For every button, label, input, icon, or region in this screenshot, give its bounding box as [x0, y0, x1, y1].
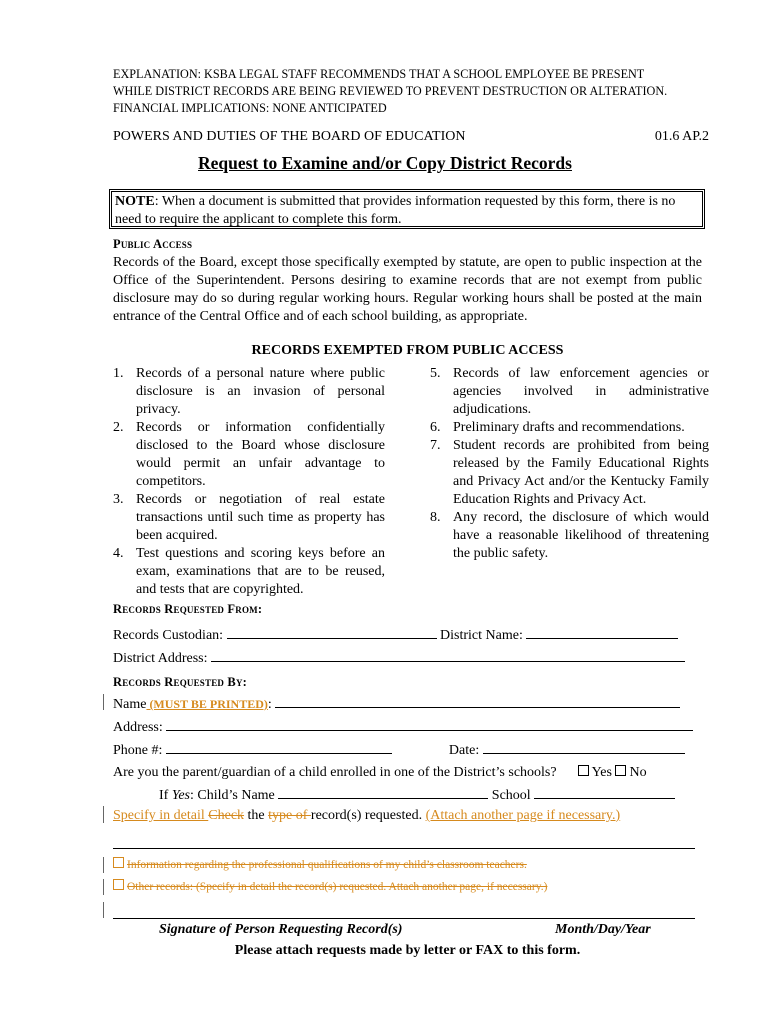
policy-section: POWERS AND DUTIES OF THE BOARD OF EDUCATION — [113, 129, 466, 144]
list-item: 4. Test questions and scoring keys before an exam, examinations that are to be reused, and tests that are copyrighted. — [113, 546, 385, 597]
requested-from-heading: Records Requested From: — [113, 602, 263, 616]
custodian-field[interactable] — [227, 624, 437, 639]
signature-date-label: Month/Day/Year — [555, 922, 651, 937]
option-2-text: Other records: (Specify in detail the record(s) requested. Attach another page, if necessary.) — [127, 881, 548, 893]
revision-bar — [103, 694, 104, 710]
exempt-list-right — [430, 365, 709, 563]
school-field[interactable] — [534, 784, 675, 799]
name-colon: : — [267, 697, 272, 712]
exempt-list-left — [113, 365, 385, 599]
explanation-block — [113, 66, 713, 117]
date-field[interactable] — [483, 739, 685, 754]
specify-records: record(s) requested. — [310, 808, 426, 823]
note-label: NOTE — [115, 194, 155, 209]
must-print-note: (MUST BE PRINTED) — [146, 697, 268, 711]
list-item: 8. Any record, the disclosure of which would have a reasonable likelihood of threatening the public safety. — [430, 510, 709, 561]
phone-label: Phone #: — [113, 743, 163, 758]
public-access-text: Records of the Board, except those specifically exempted by statute, are open to public inspection at the Office of the Superintendent. Persons desiring to examine records that are not exempt from public disclosure may do so during regular working hours. Regular working hours shall be posted at the main entrance of the Central Office and of each school building, as appropriate. — [113, 255, 702, 324]
list-item: 1. Records of a personal nature where public disclosure is an invasion of personal privacy. — [113, 366, 385, 417]
list-item: 2. Records or information confidentially disclosed to the Board whose disclosure would permit an unfair advantage to competitors. — [113, 420, 385, 489]
parent-question: Are you the parent/guardian of a child enrolled in one of the District’s schools? — [113, 765, 557, 780]
if-yes-italic: Yes — [171, 788, 190, 803]
revision-bar — [103, 879, 104, 895]
signature-label: Signature of Person Requesting Record(s) — [159, 922, 403, 937]
option-2-checkbox — [113, 879, 124, 890]
child-name-field[interactable] — [278, 784, 488, 799]
check-deleted: Check — [208, 808, 245, 823]
struck-option-2 — [113, 879, 547, 893]
specify-line — [113, 805, 713, 827]
list-item: 3. Records or negotiation of real estate transactions until such time as property has been acquired. — [113, 492, 385, 543]
requested-by-fields — [113, 693, 723, 807]
struck-option-1 — [113, 857, 527, 871]
child-name-label: : Child’s Name — [190, 788, 275, 803]
district-name-label: District Name: — [440, 628, 523, 643]
yes-label: Yes — [591, 765, 612, 780]
district-address-label: District Address: — [113, 651, 208, 666]
explanation-line-3: FINANCIAL IMPLICATIONS: NONE ANTICIPATED — [113, 101, 387, 115]
list-item: 5. Records of law enforcement agencies or agencies involved in administrative adjudications. — [430, 366, 709, 417]
attach-inserted: (Attach another page if necessary.) — [425, 808, 621, 823]
policy-header — [113, 129, 709, 145]
address-label: Address: — [113, 720, 163, 735]
yes-checkbox[interactable] — [578, 765, 589, 776]
district-address-field[interactable] — [211, 647, 685, 662]
no-checkbox[interactable] — [615, 765, 626, 776]
type-of-deleted: type of — [268, 808, 311, 823]
revision-bar — [103, 902, 104, 918]
name-field[interactable] — [275, 693, 680, 708]
requested-by-heading: Records Requested By: — [113, 675, 248, 689]
phone-field[interactable] — [166, 739, 392, 754]
school-label: School — [491, 788, 531, 803]
district-name-field[interactable] — [526, 624, 678, 639]
no-label: No — [629, 765, 647, 780]
revision-bar — [103, 806, 104, 823]
specify-the: the — [244, 808, 269, 823]
custodian-label: Records Custodian: — [113, 628, 224, 643]
page-title: Request to Examine and/or Copy District Records — [198, 153, 572, 173]
revision-bar — [103, 857, 104, 873]
specify-inserted: Specify in detail — [113, 808, 209, 823]
explanation-line-2: WHILE DISTRICT RECORDS ARE BEING REVIEWED TO PREVENT DESTRUCTION OR ALTERATION. — [113, 84, 668, 98]
specify-answer-line[interactable] — [113, 848, 695, 849]
list-item: 7. Student records are prohibited from being released by the Family Educational Rights and Privacy Act and/or the Kentucky Family Education Rights and Privacy Act. — [430, 438, 709, 507]
public-access-heading: Public Access — [113, 237, 193, 251]
exempt-heading: RECORDS EXEMPTED FROM PUBLIC ACCESS — [251, 343, 564, 358]
signature-line[interactable] — [113, 918, 695, 919]
footer-instruction: Please attach requests made by letter or FAX to this form. — [234, 943, 581, 958]
policy-code: 01.6 AP.2 — [654, 129, 709, 144]
note-text: : When a document is submitted that provides information requested by this form, there is no need to require the applicant to complete this form. — [115, 194, 676, 227]
if-prefix: If — [159, 788, 172, 803]
address-field[interactable] — [166, 716, 693, 731]
date-label: Date: — [448, 743, 480, 758]
list-item: 6. Preliminary drafts and recommendations. — [430, 420, 685, 435]
option-1-checkbox — [113, 857, 124, 868]
requested-from-fields — [113, 624, 713, 670]
note-box — [109, 189, 705, 229]
option-1-text: Information regarding the professional qualifications of my child’s classroom teachers. — [127, 859, 527, 871]
explanation-line-1: EXPLANATION: KSBA LEGAL STAFF RECOMMENDS THAT A SCHOOL EMPLOYEE BE PRESENT — [113, 67, 645, 81]
name-label: Name — [113, 697, 147, 712]
